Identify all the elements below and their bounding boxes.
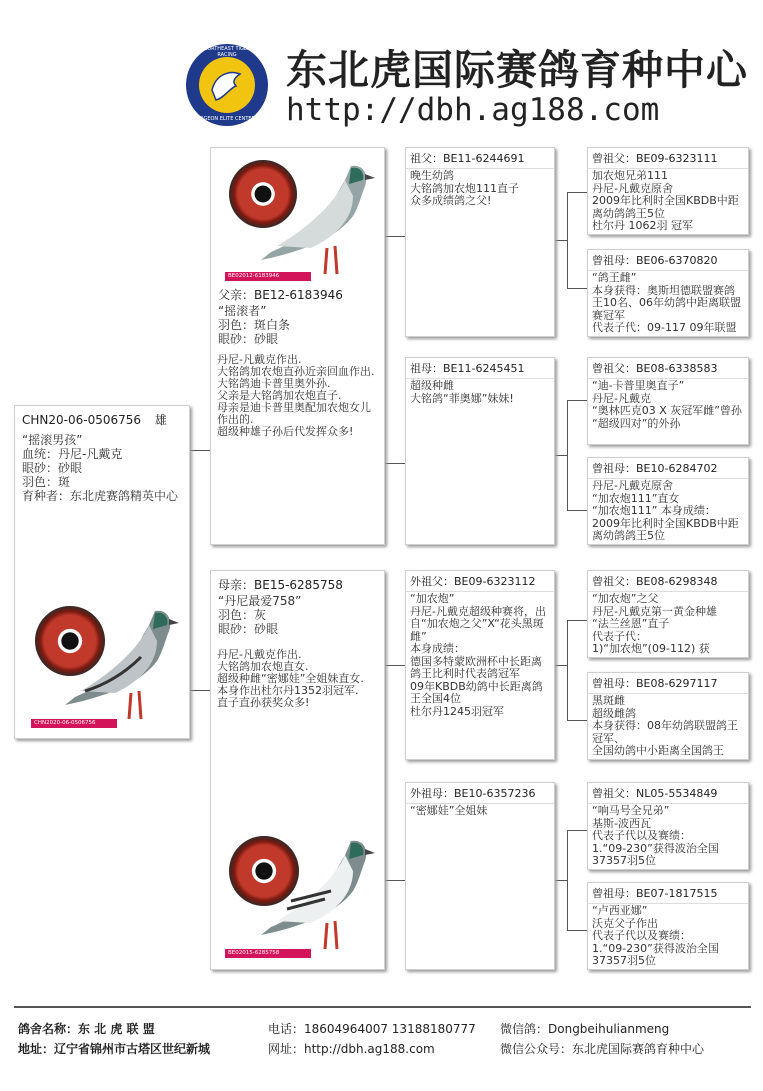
dam-eye: 眼砂：砂眼	[218, 622, 279, 636]
gp-ds-line: 杜尔丹1245羽冠军	[410, 704, 504, 718]
footer-divider	[14, 1006, 751, 1008]
connector	[567, 830, 568, 930]
dam-note: 本身作出杜尔丹1352羽冠军.	[217, 684, 359, 697]
dam-ring: 母亲：BE15-6285758	[218, 578, 343, 592]
gp-ss-line: 大铭鸽加农炮111直子	[410, 181, 519, 195]
dam-card	[210, 570, 385, 970]
ggp-dss-line: 1)“加农炮”(09-112) 获	[592, 642, 710, 655]
sire-pigeon-photo	[241, 156, 381, 281]
ggp-sss-line: 杜尔丹 1062羽 冠军	[592, 219, 693, 232]
connector	[555, 665, 567, 666]
ggp-sdd-line: “加农炮111”直女	[592, 491, 680, 505]
ggp-sss-line: 丹尼-凡戴克原舍	[592, 181, 673, 195]
dam-note: 直子直孙获奖众多!	[217, 696, 310, 709]
ggp-sds-card	[587, 357, 749, 445]
gp-ss-line: 众多成绩鸽之父!	[410, 194, 492, 207]
connector	[567, 620, 568, 720]
logo-ring-text-bottom: PIGEON ELITE CENTER	[198, 116, 256, 122]
ggp-ssd-line: “鸽王雌”	[592, 271, 637, 284]
ggp-sds-line: “迪-卡普里奥直子”	[592, 379, 685, 392]
dam-color: 羽色：灰	[218, 608, 267, 622]
ggp-sdd-line: 2009年比利时全国KBDB中距离幼鸽鸽王5位	[592, 516, 739, 542]
dam-note: 丹尼-凡戴克作出.	[217, 648, 302, 661]
ggp-dss-head: 曾祖父：BE08-6298348	[588, 571, 748, 592]
connector	[555, 455, 567, 456]
sire-photo-ring: BE02012-6183946	[225, 272, 311, 281]
dam-name: “丹尼最爱758”	[218, 594, 302, 608]
footer-website: 网址：http://dbh.ag188.com	[268, 1042, 435, 1056]
footer-phone: 电话：18604964007 13188180777	[268, 1022, 476, 1036]
ggp-dds-line: 基斯-波西瓦	[592, 816, 651, 830]
subject-pigeon-photo	[45, 601, 185, 726]
gp-ss-head: 祖父：BE11-6244691	[406, 148, 554, 169]
ggp-sss-line: 2009年比利时全国KBDB中距离幼鸽鸽王5位	[592, 194, 739, 220]
ggp-ddd-card	[587, 882, 749, 970]
sire-note: 超级种雄子孙后代发挥众多!	[217, 425, 354, 438]
ggp-dss-line: “加农炮”之父	[592, 592, 659, 605]
gp-ss-line: 晚生幼鸽	[410, 169, 454, 182]
connector	[567, 620, 587, 621]
connector	[385, 236, 405, 237]
connector	[190, 450, 210, 451]
granddam-maternal-card	[405, 782, 555, 970]
ggp-dds-card	[587, 782, 749, 870]
logo-ring-text-top: NORTHEAST TIGER RACING	[203, 46, 251, 58]
subject-breeder: 育种者：东北虎赛鸽精英中心	[22, 489, 179, 503]
ggp-ddd-line: 代表子代以及赛绩：	[592, 929, 691, 942]
sire-card	[210, 147, 385, 545]
ggp-ssd-line: 代表子代：09-117 09年联盟	[592, 321, 737, 334]
pigeon-logo-icon	[206, 64, 248, 106]
sire-note: 大铭鸽迪卡普里奥外孙.	[217, 377, 331, 390]
ggp-dsd-line: 黑斑雌	[592, 694, 625, 707]
gp-dd-head: 外祖母：BE10-6357236	[406, 783, 554, 804]
grandsire-paternal-card	[405, 147, 555, 337]
sire-color: 羽色：斑白条	[218, 318, 291, 332]
gp-ds-line: 丹尼-凡戴克超级种赛将，出自“加农炮之父”X“花头黑斑雌”	[410, 604, 546, 643]
footer-address: 地址：辽宁省锦州市古塔区世纪新城	[18, 1042, 211, 1056]
gp-dd-line: “密娜娃”全姐妹	[410, 804, 488, 817]
subject-eye: 眼砂：砂眼	[22, 461, 83, 475]
ggp-ssd-card	[587, 249, 749, 337]
sire-note: 母亲是迪卡普里奥配加农炮女儿作出的.	[217, 401, 371, 426]
dam-note: 超级种雌“密娜娃”全姐妹直女.	[217, 672, 364, 685]
ggp-sdd-head: 曾祖母：BE10-6284702	[588, 458, 748, 479]
ggp-dsd-line: 全国幼鸽中小距离全国鸽王	[592, 744, 724, 757]
ggp-dss-line: “法兰丝恩”直子	[592, 617, 670, 630]
ggp-ssd-line: 本身获得：奥斯坦德联盟赛鸽王10名、06年幼鸽中距离联盟赛冠军	[592, 283, 741, 322]
gp-ds-line: 本身成绩：	[410, 642, 465, 655]
dam-note: 大铭鸽加农炮直女.	[217, 660, 309, 673]
connector	[567, 400, 568, 510]
ggp-sss-head: 曾祖父：BE09-6323111	[588, 148, 748, 169]
ggp-sds-line: “奥林匹克03 X 灰冠军雌”曾孙	[592, 404, 742, 417]
grandsire-maternal-card	[405, 570, 555, 760]
footer-loft-name: 鸽舍名称：东 北 虎 联 盟	[18, 1022, 155, 1036]
ggp-sds-head: 曾祖父：BE08-6338583	[588, 358, 748, 379]
connector	[567, 400, 587, 401]
ggp-sds-line: “超级四对”的外孙	[592, 416, 681, 430]
ggp-dds-line: 1.“09-230”获得波治全国37357羽5位	[592, 841, 719, 867]
subject-photo-ring: CHN2020-06-0506756	[31, 719, 117, 728]
ggp-dsd-line: 超级雌鸽	[592, 706, 636, 720]
connector	[567, 720, 587, 721]
ggp-sdd-line: “加农炮111” 本身成绩：	[592, 504, 716, 517]
subject-card	[14, 405, 190, 739]
ggp-dss-line: 丹尼-凡戴克第一黄金种雄	[592, 604, 717, 618]
ggp-sdd-card	[587, 457, 749, 545]
sire-ring: 父亲：BE12-6183946	[218, 288, 343, 302]
ggp-ddd-head: 曾祖母：BE07-1817515	[588, 883, 748, 904]
header-url: http://dbh.ag188.com	[286, 92, 660, 128]
sire-note: 丹尼-凡戴克作出.	[217, 353, 302, 366]
ggp-sdd-line: 丹尼-凡戴克原舍	[592, 479, 673, 492]
ggp-sss-line: 加农炮兄弟111	[592, 169, 668, 182]
ggp-dsd-line: 本身获得：08年幼鸽联盟鸽王冠军、	[592, 719, 738, 745]
connector	[567, 192, 587, 193]
connector	[567, 830, 587, 831]
connector	[567, 288, 587, 289]
sire-name: “摇滚者”	[218, 304, 267, 318]
sire-eye: 眼砂：砂眼	[218, 332, 279, 346]
ggp-ddd-line: 1.“09-230”获得波治全国37357羽5位	[592, 941, 719, 967]
connector	[555, 880, 567, 881]
ggp-sss-card	[587, 147, 749, 235]
ggp-dss-card	[587, 570, 749, 658]
ggp-dds-line: “响马号全兄弟”	[592, 804, 670, 817]
sire-note: 父亲是大铭鸽加农炮直子.	[217, 389, 342, 402]
subject-name: “摇滚男孩”	[22, 433, 83, 447]
connector	[567, 510, 587, 511]
dam-pigeon-photo	[241, 831, 381, 956]
ggp-dsd-card	[587, 672, 749, 760]
gp-sd-head: 祖母：BE11-6245451	[406, 358, 554, 379]
gp-ds-line: “加农炮”	[410, 592, 455, 605]
gp-ds-line: 德国多特蒙欧洲杯中长距离鸽王比利时代表鸽冠军	[410, 654, 542, 680]
connector	[385, 665, 405, 666]
sire-note: 大铭鸽加农炮直孙近亲回血作出.	[217, 365, 375, 378]
gp-ds-head: 外祖父：BE09-6323112	[406, 571, 554, 592]
ggp-dds-line: 代表子代以及赛绩：	[592, 829, 691, 842]
ggp-dds-head: 曾祖父：NL05-5534849	[588, 783, 748, 804]
dam-photo-ring: BE02015-6285758	[225, 949, 311, 958]
footer-wechat: 微信鸽：Dongbeihulianmeng	[500, 1022, 670, 1036]
ggp-sds-line: 丹尼-凡戴克	[592, 391, 651, 405]
granddam-paternal-card	[405, 357, 555, 545]
subject-ring: CHN20-06-0506756	[22, 413, 142, 427]
ggp-dsd-head: 曾祖母：BE08-6297117	[588, 673, 748, 694]
connector	[567, 192, 568, 288]
subject-color: 羽色：斑	[22, 475, 71, 489]
gp-ds-line: 09年KBDB幼鸽中长距离鸽王全国4位	[410, 679, 543, 705]
connector	[385, 463, 405, 464]
subject-bloodline: 血统：丹尼-凡戴克	[22, 447, 123, 461]
connector	[567, 930, 587, 931]
header-title: 东北虎国际赛鸽育种中心	[286, 46, 748, 94]
gp-sd-line: 超级种雌	[410, 379, 454, 392]
connector	[190, 690, 210, 691]
logo	[186, 44, 268, 126]
subject-sex: 雄	[154, 413, 167, 427]
ggp-dss-line: 代表子代：	[592, 629, 647, 643]
connector	[555, 240, 567, 241]
footer-official-account: 微信公众号：东北虎国际赛鸽育种中心	[500, 1042, 705, 1056]
ggp-ssd-head: 曾祖母：BE06-6370820	[588, 250, 748, 271]
ggp-ddd-line: 沃克父子作出	[592, 916, 658, 930]
connector	[385, 880, 405, 881]
ggp-ddd-line: “卢西亚娜”	[592, 904, 648, 917]
gp-sd-line: 大铭鸽“菲奥娜”妹妹!	[410, 391, 514, 405]
